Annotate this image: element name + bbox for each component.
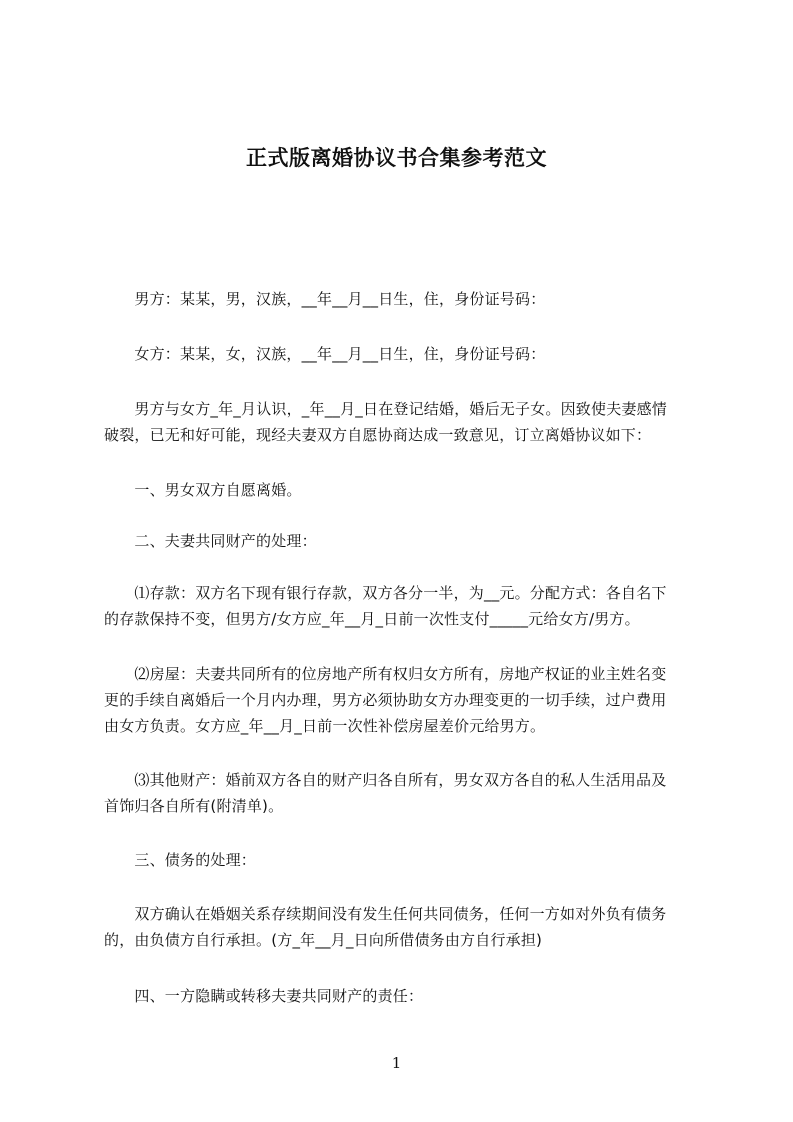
text-line: 一、男女双方自愿离婚。 <box>104 481 302 499</box>
clause-2-other-property <box>104 767 702 819</box>
text-line: 的，由负债方自行承担。(方_年__月_日向所借债务由方自行承担) <box>104 931 543 949</box>
clause-2-heading <box>104 528 702 554</box>
text-line: 破裂，已无和好可能，现经夫妻双方自愿协商达成一致意见，订立离婚协议如下： <box>104 426 652 444</box>
clause-2-savings <box>104 580 702 632</box>
text-line: 双方确认在婚姻关系存续期间没有发生任何共同债务，任何一方如对外负有债务 <box>104 905 667 923</box>
text-line: 首饰归各自所有(附清单)。 <box>104 797 284 815</box>
text-line: 男方：某某，男，汉族，__年__月__日生，住，身份证号码： <box>104 290 546 308</box>
page-number: 1 <box>391 1054 402 1072</box>
clause-3-debts <box>104 901 702 953</box>
clause-2-house <box>104 661 702 739</box>
text-line: 四、一方隐瞒或转移夫妻共同财产的责任： <box>104 987 424 1005</box>
clause-3-heading <box>104 847 702 873</box>
paragraph-background <box>104 396 702 448</box>
text-line: 女方：某某，女，汉族，__年__月__日生，住，身份证号码： <box>104 345 546 363</box>
clause-4-heading <box>104 983 702 1009</box>
text-line: ⑶其他财产：婚前双方各自的财产归各自所有，男女双方各自的私人生活用品及 <box>104 771 667 789</box>
clause-1-heading <box>104 477 702 503</box>
text-line: 三、债务的处理： <box>104 851 257 869</box>
text-line: ⑵房屋：夫妻共同所有的位房地产所有权归女方所有，房地产权证的业主姓名变 <box>104 665 667 683</box>
text-line: 更的手续自离婚后一个月内办理，男方必须协助女方办理变更的一切手续，过户费用 <box>104 691 667 709</box>
paragraph-male-party <box>104 286 702 312</box>
text-line: 二、夫妻共同财产的处理： <box>104 532 317 550</box>
text-line: ⑴存款：双方名下现有银行存款，双方各分一半，为__元。分配方式：各自名下 <box>104 584 667 602</box>
document-title: 正式版离婚协议书合集参考范文 <box>246 146 547 170</box>
text-line: 由女方负责。女方应_年__月_日前一次性补偿房屋差价元给男方。 <box>104 717 546 735</box>
text-line: 男方与女方_年_月认识，_年__月_日在登记结婚，婚后无子女。因致使夫妻感情 <box>104 400 668 418</box>
text-line: 的存款保持不变，但男方/女方应_年__月_日前一次性支付_____元给女方/男方。 <box>104 610 640 628</box>
paragraph-female-party <box>104 341 702 367</box>
